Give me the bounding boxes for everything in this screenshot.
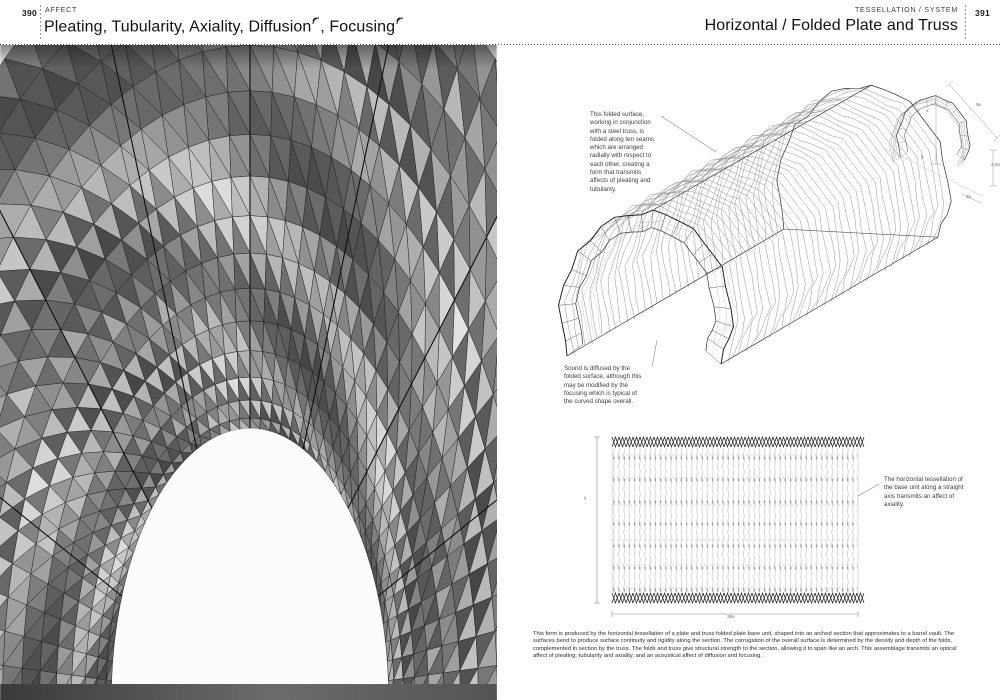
annotation-sound-diffusion: Sound is diffused by the folded surface, although this may be modified by the focusing which is typical of the curved shape overall. [564, 365, 642, 406]
left-page-eyebrow: AFFECT [45, 7, 78, 14]
left-page-number: 390 [22, 8, 38, 18]
right-page-number: 391 [975, 8, 991, 18]
header-divider [965, 5, 966, 40]
dim-plan-height: y [584, 496, 587, 501]
sound-affect-icon [396, 17, 404, 25]
right-page-title: Horizontal / Folded Plate and Truss [704, 17, 958, 34]
right-page [500, 45, 1000, 700]
body-paragraph: This form is produced by the horizontal tessellation of a plate and truss folded plate base unit, shaped into an arched section that approximates to a barrel vault. The surfaces bend to produce surface continuity and rigidity along the section. The corrugation of the overall surface is determined by the density and depth of the folds, complemented in section by the truss. The folds and truss give structural strength to the section, allowing it to span like an arch. This assemblage transmits an optical affect of pleating, tubularity and axiality, and an acoustical affect of diffusion and focusing. [533, 631, 957, 659]
header-divider [40, 5, 41, 40]
dim-ground-axis: y [921, 155, 924, 160]
title-text: , Focusing [320, 18, 396, 36]
dim-arc-length: 9x [976, 103, 982, 108]
pleated-vault-render [0, 45, 497, 700]
dim-base-width: 3x [966, 195, 972, 200]
title-text: Pleating, Tubularity, Axiality, Diffusion [44, 18, 312, 36]
left-page-header [0, 0, 497, 44]
dim-height-axis: x [926, 109, 929, 114]
annotation-folded-surface: This folded surface, working in conjunction with a steel truss, is folded along ten seams which are arranged radially with respect to each other, creating a form that transmits affects of pleating and tubularity. [590, 111, 654, 193]
annotation-tessellation-axis: The horizontal tessellation of the base unit along a straight axis transmits an affect of axiality. [884, 476, 964, 508]
right-page-eyebrow: TESSELLATION / SYSTEM [854, 7, 958, 14]
dim-side-height: 4.5x [991, 163, 1000, 168]
right-page-header [500, 0, 1000, 44]
left-page-title [44, 17, 404, 36]
vault-render-image [0, 45, 497, 700]
dim-plan-length: 38x [727, 615, 735, 620]
